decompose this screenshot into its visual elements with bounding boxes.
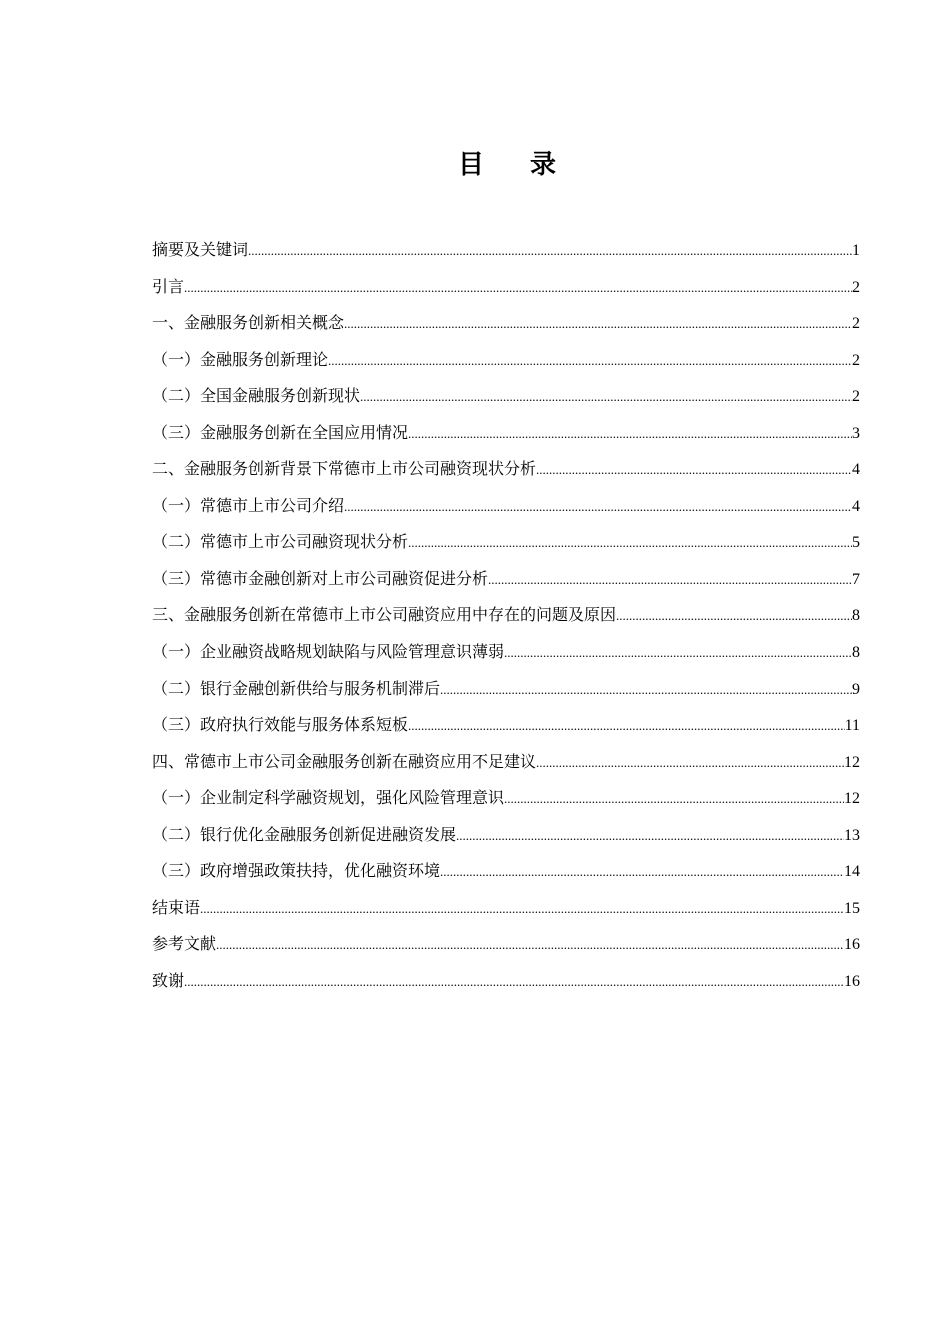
- toc-entry[interactable]: [152, 457, 860, 494]
- toc-entry-label: （二）银行金融创新供给与服务机制滞后: [152, 680, 441, 698]
- toc-entry-page: 2: [852, 278, 860, 296]
- toc-entry-label: 三、金融服务创新在常德市上市公司融资应用中存在的问题及原因: [152, 607, 617, 625]
- toc-entry-page: 1: [852, 242, 860, 259]
- toc-entry-page: 8: [852, 607, 860, 625]
- toc-dot-leader: [408, 713, 845, 739]
- toc-dot-leader: [616, 603, 852, 629]
- toc-dot-leader: [344, 494, 852, 520]
- toc-entry[interactable]: [152, 238, 860, 275]
- toc-entry[interactable]: [152, 421, 860, 458]
- toc-entry-page: 16: [844, 972, 860, 990]
- toc-entry-page: 4: [852, 497, 860, 515]
- toc-entry-label: 二、金融服务创新背景下常德市上市公司融资现状分析: [152, 461, 537, 479]
- toc-entry[interactable]: [152, 311, 860, 348]
- toc-entry-page: 12: [844, 753, 860, 771]
- toc-entry-page: 9: [852, 680, 860, 698]
- toc-entry-page: 5: [852, 534, 860, 552]
- toc-entry-page: 2: [852, 388, 860, 406]
- toc-dot-leader: [248, 238, 852, 264]
- toc-entry-page: 11: [844, 717, 860, 735]
- toc-dot-leader: [344, 311, 852, 337]
- toc-dot-leader: [536, 750, 844, 776]
- toc-entry[interactable]: [152, 896, 860, 933]
- toc-entry[interactable]: [152, 932, 860, 969]
- toc-entry-label: （一）金融服务创新理论: [152, 351, 329, 369]
- page-title: [0, 144, 950, 181]
- toc-dot-leader: [440, 859, 844, 885]
- toc-entry-page: 8: [852, 644, 860, 662]
- toc-entry-page: 16: [844, 936, 860, 954]
- toc-entry-page: 7: [852, 570, 860, 588]
- toc-entry-label: （二）银行优化金融服务创新促进融资发展: [152, 826, 457, 844]
- toc-dot-leader: [504, 640, 852, 666]
- toc-entry-page: 2: [852, 315, 860, 333]
- toc-entry-page: 14: [844, 863, 860, 881]
- toc-entry-label: 一、金融服务创新相关概念: [152, 315, 345, 333]
- toc-entry-label: （三）政府执行效能与服务体系短板: [152, 717, 409, 735]
- toc-dot-leader: [360, 384, 852, 410]
- toc-entry-label: （二）常德市上市公司融资现状分析: [152, 534, 409, 552]
- toc-entry-label: （三）常德市金融创新对上市公司融资促进分析: [152, 570, 489, 588]
- toc-dot-leader: [216, 932, 844, 958]
- toc-entry[interactable]: [152, 786, 860, 823]
- toc-dot-leader: [440, 677, 852, 703]
- toc-entry[interactable]: [152, 823, 860, 860]
- toc-dot-leader: [200, 896, 844, 922]
- toc-entry[interactable]: [152, 384, 860, 421]
- toc-dot-leader: [488, 567, 852, 593]
- toc-entry-page: 3: [852, 424, 860, 442]
- toc-dot-leader: [504, 786, 844, 812]
- toc-entry-label: （一）企业制定科学融资规划，强化风险管理意识: [152, 790, 505, 808]
- toc-entry-label: （二）全国金融服务创新现状: [152, 388, 361, 406]
- toc-entry-label: 四、常德市上市公司金融服务创新在融资应用不足建议: [152, 753, 537, 771]
- toc-entry-page: 13: [844, 826, 860, 844]
- toc-dot-leader: [184, 969, 844, 995]
- toc-entry[interactable]: [152, 640, 860, 677]
- toc-entry-page: 15: [844, 899, 860, 917]
- title-char-2: 录: [530, 150, 559, 179]
- toc-entry[interactable]: [152, 677, 860, 714]
- toc-entry-page: 4: [852, 461, 860, 479]
- toc-entry-page: 2: [852, 351, 860, 369]
- toc-dot-leader: [184, 275, 852, 301]
- toc-entry[interactable]: [152, 859, 860, 896]
- toc-entry[interactable]: [152, 275, 860, 312]
- toc-entry-page: 12: [844, 790, 860, 808]
- toc-entry-label: 致谢: [152, 972, 185, 990]
- toc-entry-label: 参考文献: [152, 936, 217, 954]
- toc-entry-label: 摘要及关键词: [152, 242, 249, 259]
- toc-entry[interactable]: [152, 567, 860, 604]
- toc-entry-label: （三）金融服务创新在全国应用情况: [152, 424, 409, 442]
- toc-dot-leader: [408, 530, 852, 556]
- toc-entry-label: （一）常德市上市公司介绍: [152, 497, 345, 515]
- toc-entry[interactable]: [152, 603, 860, 640]
- toc-entry[interactable]: [152, 348, 860, 385]
- toc-dot-leader: [456, 823, 844, 849]
- toc-entry[interactable]: [152, 530, 860, 567]
- toc-entry-label: （三）政府增强政策扶持，优化融资环境: [152, 863, 441, 881]
- toc-entry[interactable]: [152, 750, 860, 787]
- toc-entry-label: 结束语: [152, 899, 201, 917]
- toc-dot-leader: [536, 457, 852, 483]
- title-char-1: 目: [457, 150, 486, 179]
- toc-entry[interactable]: [152, 969, 860, 1006]
- toc-entry-label: 引言: [152, 278, 185, 296]
- toc-dot-leader: [328, 348, 852, 374]
- toc-entry[interactable]: [152, 713, 860, 750]
- toc-entry[interactable]: [152, 494, 860, 531]
- table-of-contents: [152, 238, 860, 1005]
- toc-dot-leader: [408, 421, 852, 447]
- toc-entry-label: （一）企业融资战略规划缺陷与风险管理意识薄弱: [152, 644, 505, 662]
